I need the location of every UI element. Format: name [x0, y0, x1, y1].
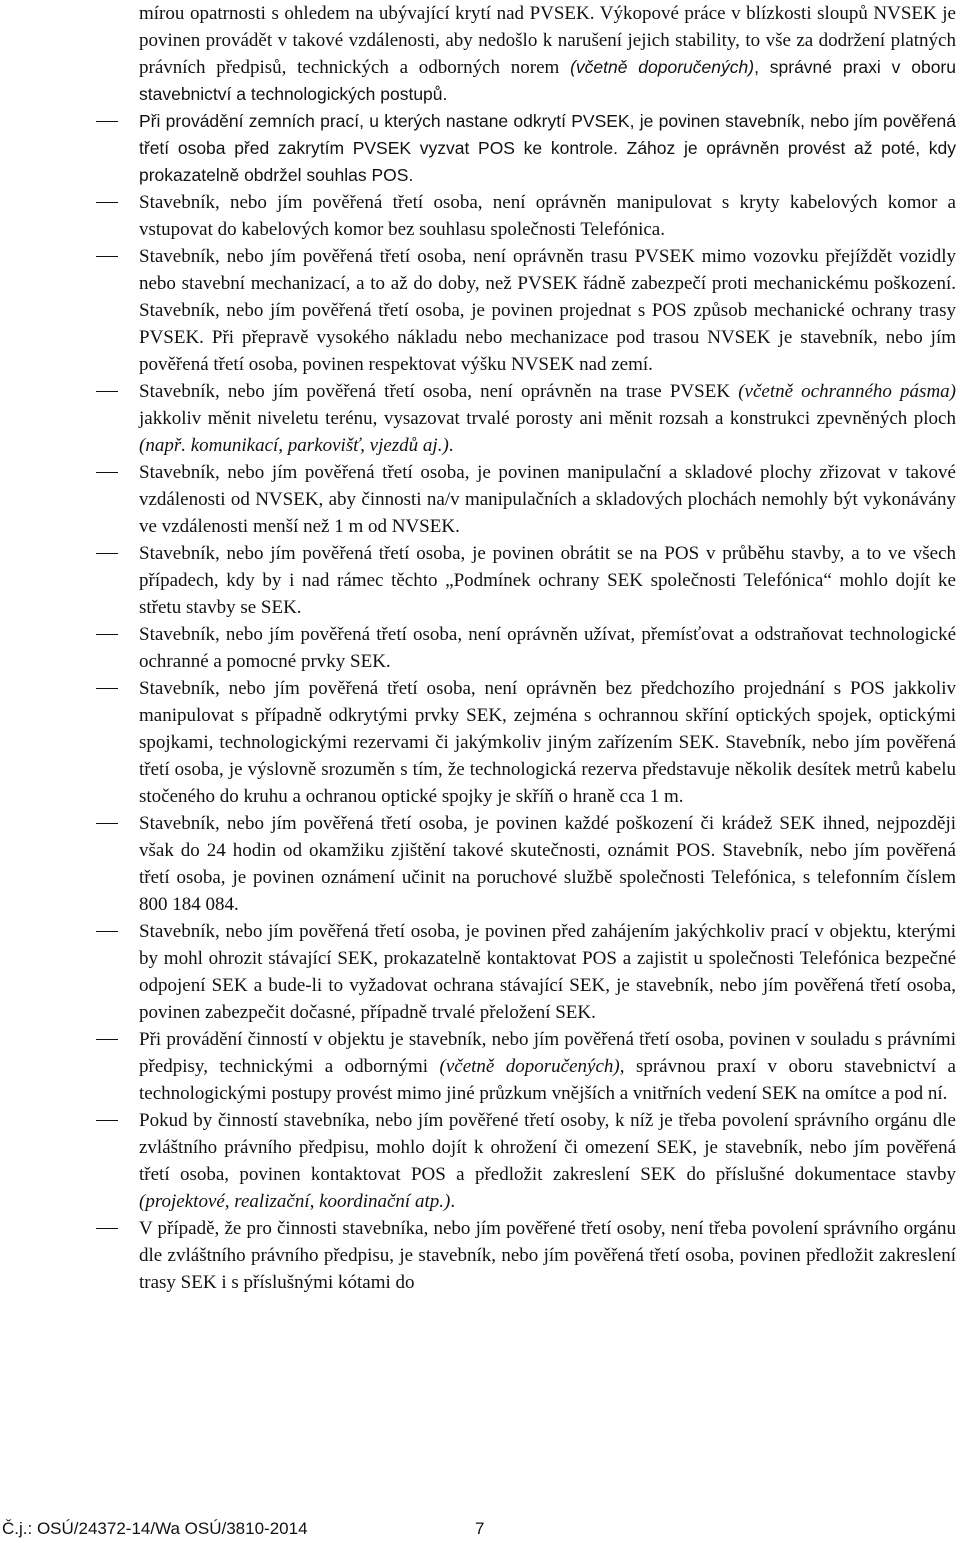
- list-item: [0, 189, 960, 243]
- dash-bullet-icon: [96, 553, 118, 554]
- list-item: [0, 108, 960, 189]
- list-item-text: Stavebník, nebo jím pověřená třetí osoba, je povinen manipulační a skladové plochy zřizovat v takové vzdálenosti od NVSEK, aby činnosti na/v manipulačních a skladových plochách nemohly být vykonávány ve vzdálenosti menší než 1 m od NVSEK.: [139, 462, 956, 537]
- list-item-text: Stavebník, nebo jím pověřená třetí osoba, není oprávněn bez předchozího projednání s POS jakkoliv manipulovat s případně odkrytými prvky SEK, zejména s ochrannou skříní optických spojek, optickými spojkami, technologickými rezervami či jakýmkoliv jiným zařízením SEK. Stavebník, nebo jím pověřená třetí osoba, je výslovně srozuměn s tím, že technologická rezerva představuje několik desítek metrů kabelu stočeného do kruhu a ochranou optické spojky je skříň o hraně cca 1 m.: [139, 678, 956, 807]
- top-paragraph-italic: (včetně doporučených): [570, 57, 755, 77]
- document-reference-number: Č.j.: OSÚ/24372-14/Wa OSÚ/3810-2014: [2, 1519, 308, 1538]
- list-item-text: Při provádění činností v objektu je stavebník, nebo jím pověřená třetí osoba, povinen v souladu s právními předpisy, technickými a odbornými: [139, 1029, 956, 1077]
- list-item-text: Stavebník, nebo jím pověřená třetí osoba, není oprávněn trasu PVSEK mimo vozovku přejíždět vozidly nebo stavební mechanizací, a to až do doby, než PVSEK řádně zabezpečí proti mechanickému poškození. Stavebník, nebo jím pověřená třetí osoba, je povinen projednat s POS způsob mechanické ochrany trasy PVSEK. Při přepravě vysokého nákladu nebo mechanizace pod trasou NVSEK je stavebník, nebo jím pověřená třetí osoba, povinen respektovat výšku NVSEK nad zemí.: [139, 246, 956, 375]
- list-item-italic: (např. komunikací, parkovišť, vjezdů aj.): [139, 435, 449, 456]
- list-item-text: Při provádění zemních prací, u kterých nastane odkrytí PVSEK, je povinen stavebník, nebo jím pověřená třetí osoba před zakrytím PVSEK vyzvat POS ke kontrole. Zához je oprávněn provést až poté, kdy prokazatelně obdržel souhlas POS.: [139, 111, 956, 185]
- dash-bullet-icon: [96, 688, 118, 689]
- list-item-text: Stavebník, nebo jím pověřená třetí osoba, je povinen každé poškození či krádež SEK ihned, nejpozději však do 24 hodin od okamžiku zjištění takové skutečnosti, oznámit POS. Stavebník, nebo jím pověřená třetí osoba, je povinen oznámení učinit na poruchové službě společnosti Telefónica, s telefonním číslem 800 184 084.: [139, 813, 956, 915]
- list-item-italic: (projektové, realizační, koordinační atp.): [139, 1191, 451, 1212]
- list-item-text: Stavebník, nebo jím pověřená třetí osoba, není oprávněn na trase PVSEK: [139, 381, 739, 402]
- page-number: 7: [475, 1519, 485, 1538]
- list-item-text: Stavebník, nebo jím pověřená třetí osoba, je povinen před zahájením jakýchkoliv prací v objektu, kterými by mohl ohrozit stávající SEK, prokazatelně kontaktovat POS a zajistit u společnosti Telefónica bezpečné odpojení SEK a bude-li to vyžadovat ochrana stávající SEK, je stavebník, nebo jím pověřená třetí osoba, povinen zabezpečit dočasné, případně trvalé přeložení SEK.: [139, 921, 956, 1023]
- list-item: [0, 378, 960, 459]
- list-item: [0, 675, 960, 810]
- list-item-text: jakkoliv měnit niveletu terénu, vysazovat trvalé porosty ani měnit rozsah a konstrukci zpevněných ploch: [139, 408, 956, 429]
- list-item-text: .: [450, 1191, 456, 1212]
- dash-bullet-icon: [96, 931, 118, 932]
- dash-bullet-icon: [96, 256, 118, 257]
- dash-bullet-icon: [96, 1228, 118, 1229]
- dash-bullet-icon: [96, 823, 118, 824]
- list-item: [0, 1026, 960, 1107]
- dash-bullet-icon: [96, 391, 118, 392]
- dash-bullet-icon: [96, 1120, 118, 1121]
- list-item-text: Stavebník, nebo jím pověřená třetí osoba, není oprávněn užívat, přemísťovat a odstraňovat technologické ochranné a pomocné prvky SEK.: [139, 624, 956, 672]
- list-item: [0, 621, 960, 675]
- list-item: [0, 810, 960, 918]
- list-item-text: V případě, že pro činnosti stavebníka, nebo jím pověřené třetí osoby, není třeba povolení správního orgánu dle zvláštního právního předpisu, je stavebník, nebo jím pověřená třetí osoba, povinen předložit zakreslení trasy SEK i s příslušnými kótami do: [139, 1218, 956, 1293]
- list-item-text: Pokud by činností stavebníka, nebo jím pověřené třetí osoby, k níž je třeba povolení správního orgánu dle zvláštního právního předpisu, mohlo dojít k ohrožení či omezení SEK, je stavebník, nebo jím pověřená třetí osoba, povinen kontaktovat POS a předložit zakreslení SEK do příslušné dokumentace stavby: [139, 1110, 956, 1185]
- dash-bullet-icon: [96, 202, 118, 203]
- dash-bullet-icon: [96, 121, 118, 122]
- dash-bullet-icon: [96, 1039, 118, 1040]
- list-item-text: , správnou praxí v oboru stavebnictví a technologickými postupy provést mimo jiné průzkum vnějších a vnitřních vedení SEK na omítce a pod ní.: [139, 1056, 956, 1104]
- list-item: [0, 459, 960, 540]
- top-paragraph-text: mírou opatrnosti s ohledem na ubývající krytí nad PVSEK. Výkopové práce v blízkosti sloupů NVSEK je povinen provádět v takové vzdálenosti, aby nedošlo k narušení jejich stability, to vše za dodržení platných právních předpisů, technických a odborných norem: [139, 3, 956, 78]
- list-item: [0, 918, 960, 1026]
- dash-bullet-icon: [96, 472, 118, 473]
- list-item-text: .: [448, 435, 454, 456]
- dash-bullet-icon: [96, 634, 118, 635]
- list-item: [0, 1107, 960, 1215]
- list-item: [0, 540, 960, 621]
- top-paragraph: [0, 0, 960, 108]
- list-item: [0, 243, 960, 378]
- list-item: [0, 1215, 960, 1296]
- list-item-italic: (včetně doporučených): [439, 1056, 620, 1077]
- list-item-text: Stavebník, nebo jím pověřená třetí osoba, je povinen obrátit se na POS v průběhu stavby, a to ve všech případech, kdy by i nad rámec těchto „Podmínek ochrany SEK společnosti Telefónica“ mohlo dojít ke střetu stavby se SEK.: [139, 543, 956, 618]
- list-item-text: Stavebník, nebo jím pověřená třetí osoba, není oprávněn manipulovat s kryty kabelových komor a vstupovat do kabelových komor bez souhlasu společnosti Telefónica.: [139, 192, 956, 240]
- top-paragraph-tail: , správné praxi v oboru stavebnictví a technologických postupů.: [139, 57, 956, 104]
- list-item-italic: (včetně ochranného pásma): [738, 381, 956, 402]
